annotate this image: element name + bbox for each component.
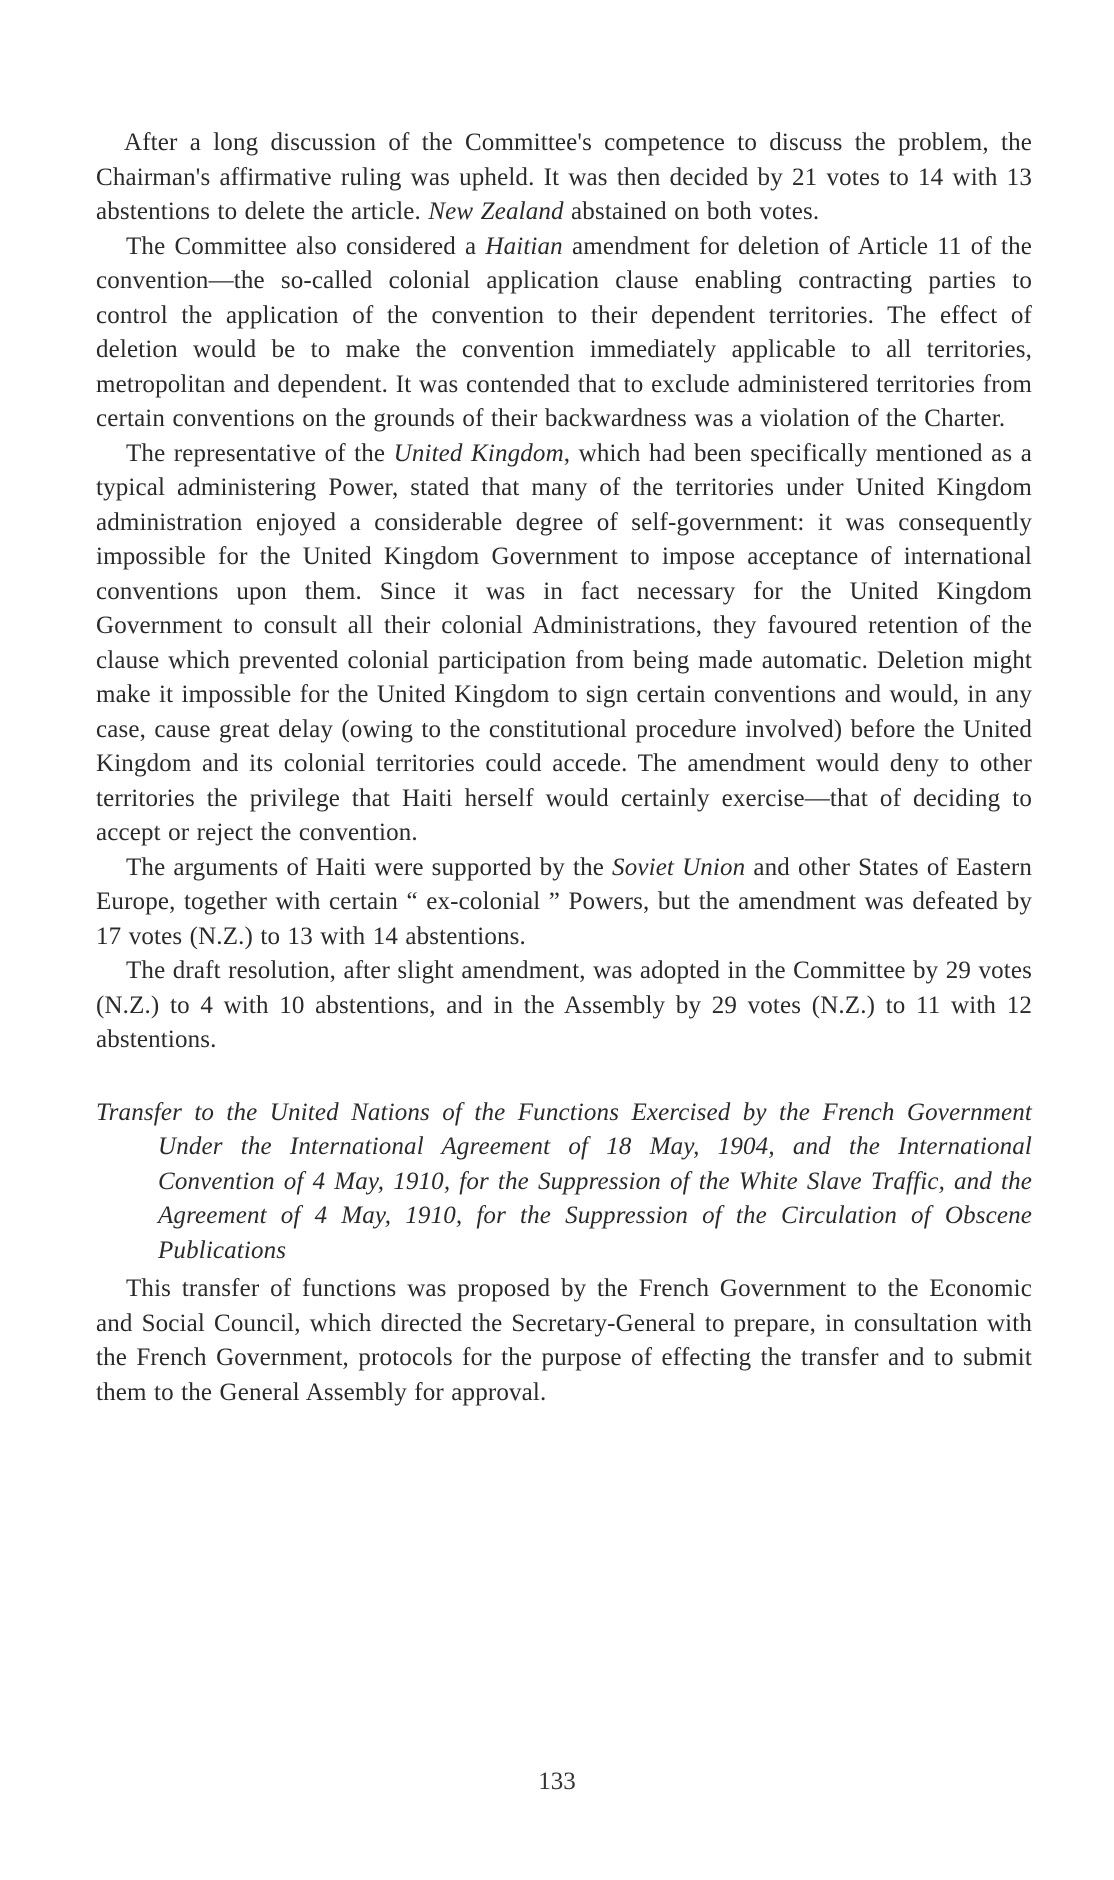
italic-country-name: Soviet Union [612,853,746,881]
paragraph-text: abstained on both votes. [563,198,820,225]
paragraph-text: The arguments of Haiti were supported by the [126,853,613,881]
italic-country-name: United Kingdom [393,439,564,467]
italic-country-name: Haitian [485,232,563,260]
document-body [96,126,1032,1410]
section-heading: Transfer to the United Nations of the Functions Exercised by the French Government Under the International Agreement of 18 May, 1904, and the International Convention of 4 May, 1910, for the Suppression of the White Slave Traffic, and the Agreement of 4 May, 1910, for the Suppression of the Circulation of Obscene Publications [96,1098,1032,1264]
paragraph-text: , which had been specifically mentioned as a typical administering Power, stated that many of the territories under United Kingdom administration enjoyed a considerable degree of self-government: it was consequently impossible for the United Kingdom Government to impose acceptance of international conventions upon them. Since it was in fact necessary for the United Kingdom Government to consult all their colonial Administrations, they favoured retention of the clause which prevented colonial participation from being made automatic. Deletion might make it impossible for the United Kingdom to sign certain conventions and would, in any case, cause great delay (owing to the constitutional procedure involved) before the United Kingdom and its colonial territories could accede. The amendment would deny to other territories the privilege that Haiti herself would certainly exercise—that of deciding to accept or reject the convention. [96,439,1032,846]
paragraph-text: The representative of the [126,439,394,467]
paragraph-haiti-arguments [96,851,1032,955]
paragraph-united-kingdom [96,437,1032,851]
paragraph-transfer-functions: This transfer of functions was proposed by the French Government to the Economic and Social Council, which directed the Secretary-General to prepare, in consultation with the French Government, protocols for the purpose of effecting the transfer and to submit them to the General Assembly for approval. [96,1275,1032,1406]
paragraph-text: After a long discussion of the Committee's competence to discuss the problem, the Chairman's affirmative ruling was upheld. It was then decided by 21 votes to 14 with 13 abstentions to delete the article. [96,129,1032,225]
paragraph-committee-competence [96,126,1032,230]
paragraph-text: The Committee also considered a [126,232,486,260]
paragraph-draft-resolution: The draft resolution, after slight amendment, was adopted in the Committee by 29 votes (N.Z.) to 4 with 10 abstentions, and in the Assembly by 29 votes (N.Z.) to 11 with 12 abstentions. [96,957,1032,1053]
italic-country-name: New Zealand [428,198,564,225]
paragraph-text: and other States of Eastern Europe, together with certain “ ex-colonial ” Powers, but the amendment was defeated by 17 votes (N.Z.) to 13 with 14 abstentions. [96,853,1033,950]
paragraph-haitian-amendment [96,230,1032,437]
page-number: 133 [538,1768,576,1795]
paragraph-text: amendment for deletion of Article 11 of the convention—the so-called colonial application clause enabling contracting parties to control the application of the convention to their dependent territories. The effect of deletion would be to make the convention immediately applicable to all territories, metropolitan and dependent. It was contended that to exclude administered territories from certain conventions on the grounds of their backwardness was a violation of the Charter. [96,232,1032,432]
